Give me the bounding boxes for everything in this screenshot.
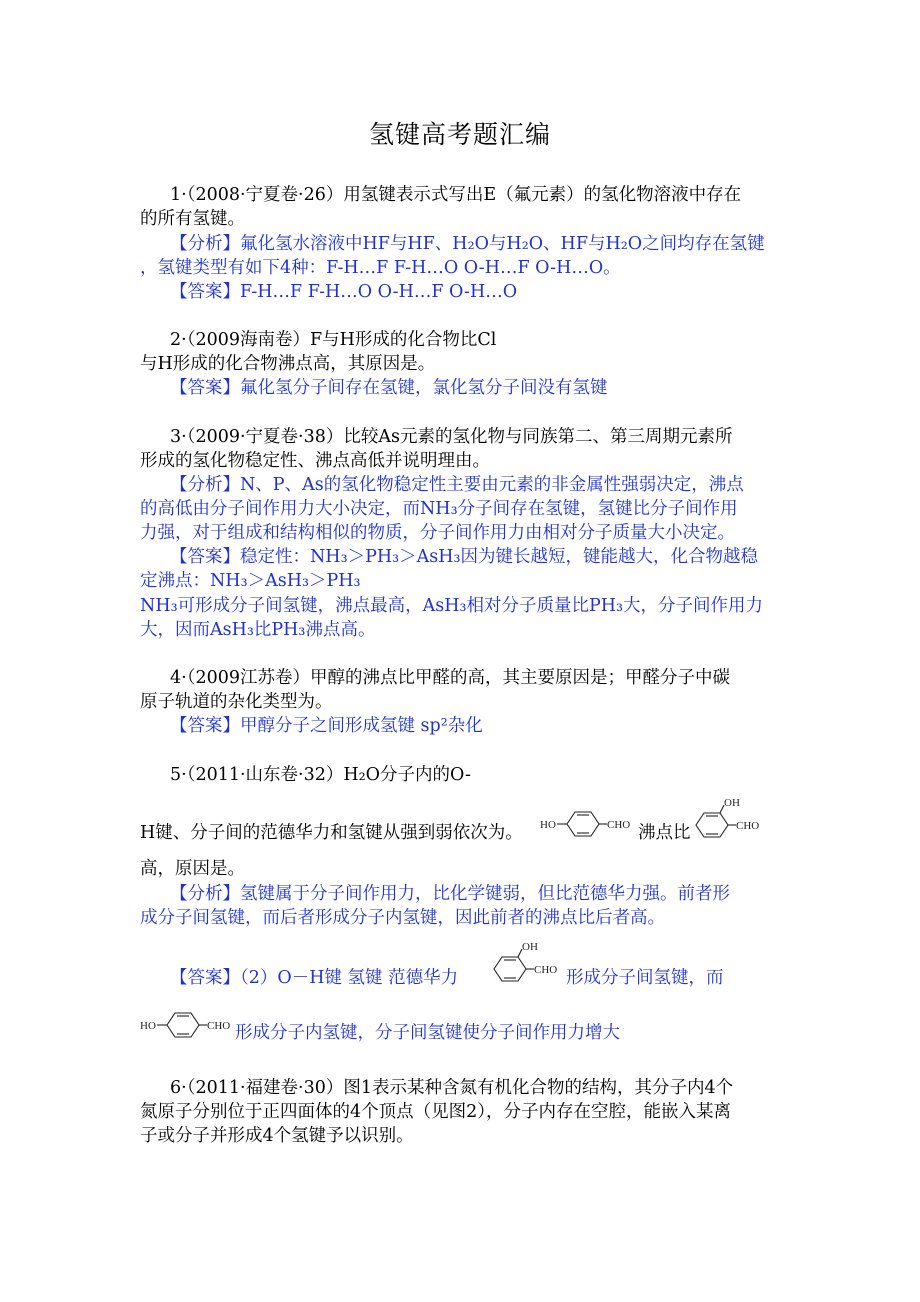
para-hydroxybenzaldehyde-structure (540, 803, 636, 843)
q5-line-2a: H键、分子间的范德华力和氢键从强到弱依次为。 (140, 823, 523, 843)
q3-answer-line-2: 定沸点：NH₃＞AsH₃＞PH₃ (140, 571, 361, 591)
q1-line-2: 的所有氢键。 (140, 209, 245, 229)
q5-analysis-line-2: 成分子间氢键，而后者形成分子内氢键，因此前者的沸点比后者高。 (140, 908, 665, 928)
q5-analysis-line-1: 【分析】氢键属于分子间作用力，比化学键弱，但比范德华力强。前者形 (170, 884, 730, 904)
q1-analysis-line-1: 【分析】氟化氢水溶液中HF与HF、H₂O与H₂O、HF与H₂O之间均存在氢键 (170, 234, 765, 254)
para-right-label: CHO (607, 819, 631, 831)
q5-answer-line-1a: 【答案】（2）O－H键 氢键 范德华力 (170, 968, 459, 988)
q3-analysis-line-3: 力强，对于组成和结构相似的物质，分子间作用力由相对分子质量大小决定。 (140, 523, 735, 543)
para-left-label: HO (540, 819, 556, 831)
q5-line-3: 高，原因是。 (140, 859, 245, 879)
q1-analysis-line-2: ，氢键类型有如下4种：F-H…F F-H…O O-H…F O-H…O。 (140, 258, 621, 278)
page-title: 氢键高考题汇编 (368, 120, 551, 149)
q3-answer-line-4: 大，因而AsH₃比PH₃沸点高。 (140, 620, 376, 640)
q1-line-1: 1·（2008·宁夏卷·26）用氢键表示式写出E（氟元素）的氢化物溶液中存在 (170, 185, 742, 205)
para-left-label-answer: HO (140, 1020, 156, 1032)
q3-line-1: 3·（2009·宁夏卷·38）比较As元素的氢化物与同族第二、第三周期元素所 (170, 427, 733, 447)
q6-line-2: 氮原子分别位于正四面体的4个顶点（见图2），分子内存在空腔，能嵌入某离 (140, 1102, 732, 1122)
para-right-label-answer: CHO (207, 1020, 231, 1032)
q5-answer-line-1b: 形成分子间氢键，而 (566, 968, 724, 988)
q1-answer: 【答案】F-H…F F-H…O O-H…F O-H…O (170, 282, 518, 302)
ortho-top-label: OH (724, 797, 740, 809)
q5-line-2b: 沸点比 (638, 823, 691, 843)
q6-line-1: 6·（2011·福建卷·30）图1表示某种含氮有机化合物的结构，其分子内4个 (170, 1078, 734, 1098)
q3-answer-line-1: 【答案】稳定性：NH₃＞PH₃＞AsH₃因为键长越短，键能越大，化合物越稳 (170, 547, 759, 567)
q3-analysis-line-1: 【分析】N、P、As的氢化物稳定性主要由元素的非金属性强弱决定，沸点 (170, 475, 744, 495)
q3-answer-line-3: NH₃可形成分子间氢键，沸点最高，AsH₃相对分子质量比PH₃大，分子间作用力 (140, 596, 764, 616)
q3-analysis-line-2: 的高低由分子间作用力大小决定，而NH₃分子间存在氢键，氢键比分子间作用 (140, 499, 738, 519)
q3-line-2: 形成的氢化物稳定性、沸点高低并说明理由。 (140, 451, 490, 471)
q4-line-1: 4·（2009江苏卷）甲醇的沸点比甲醛的高，其主要原因是；甲醛分子中碳 (170, 668, 730, 688)
q5-line-1: 5·（2011·山东卷·32）H₂O分子内的O- (170, 765, 471, 785)
ortho-hydroxybenzaldehyde-structure-answer (490, 939, 568, 989)
q4-line-2: 原子轨道的杂化类型为。 (140, 692, 333, 712)
q2-line-1: 2·（2009海南卷）F与H形成的化合物比Cl (170, 330, 497, 350)
ortho-hydroxybenzaldehyde-structure (692, 795, 770, 845)
q6-line-3: 子或分子并形成4个氢键予以识别。 (140, 1126, 414, 1146)
ortho-right-label-answer: CHO (534, 964, 558, 976)
ortho-right-label: CHO (736, 820, 760, 832)
para-hydroxybenzaldehyde-structure-answer (140, 1004, 236, 1044)
q4-answer: 【答案】甲醇分子之间形成氢键 sp²杂化 (170, 716, 483, 736)
q2-answer: 【答案】氟化氢分子间存在氢键，氯化氢分子间没有氢键 (170, 378, 608, 398)
ortho-top-label-answer: OH (522, 941, 538, 953)
q2-line-2: 与H形成的化合物沸点高，其原因是。 (140, 354, 436, 374)
q5-answer-line-2: 形成分子内氢键，分子间氢键使分子间作用力增大 (235, 1023, 620, 1043)
